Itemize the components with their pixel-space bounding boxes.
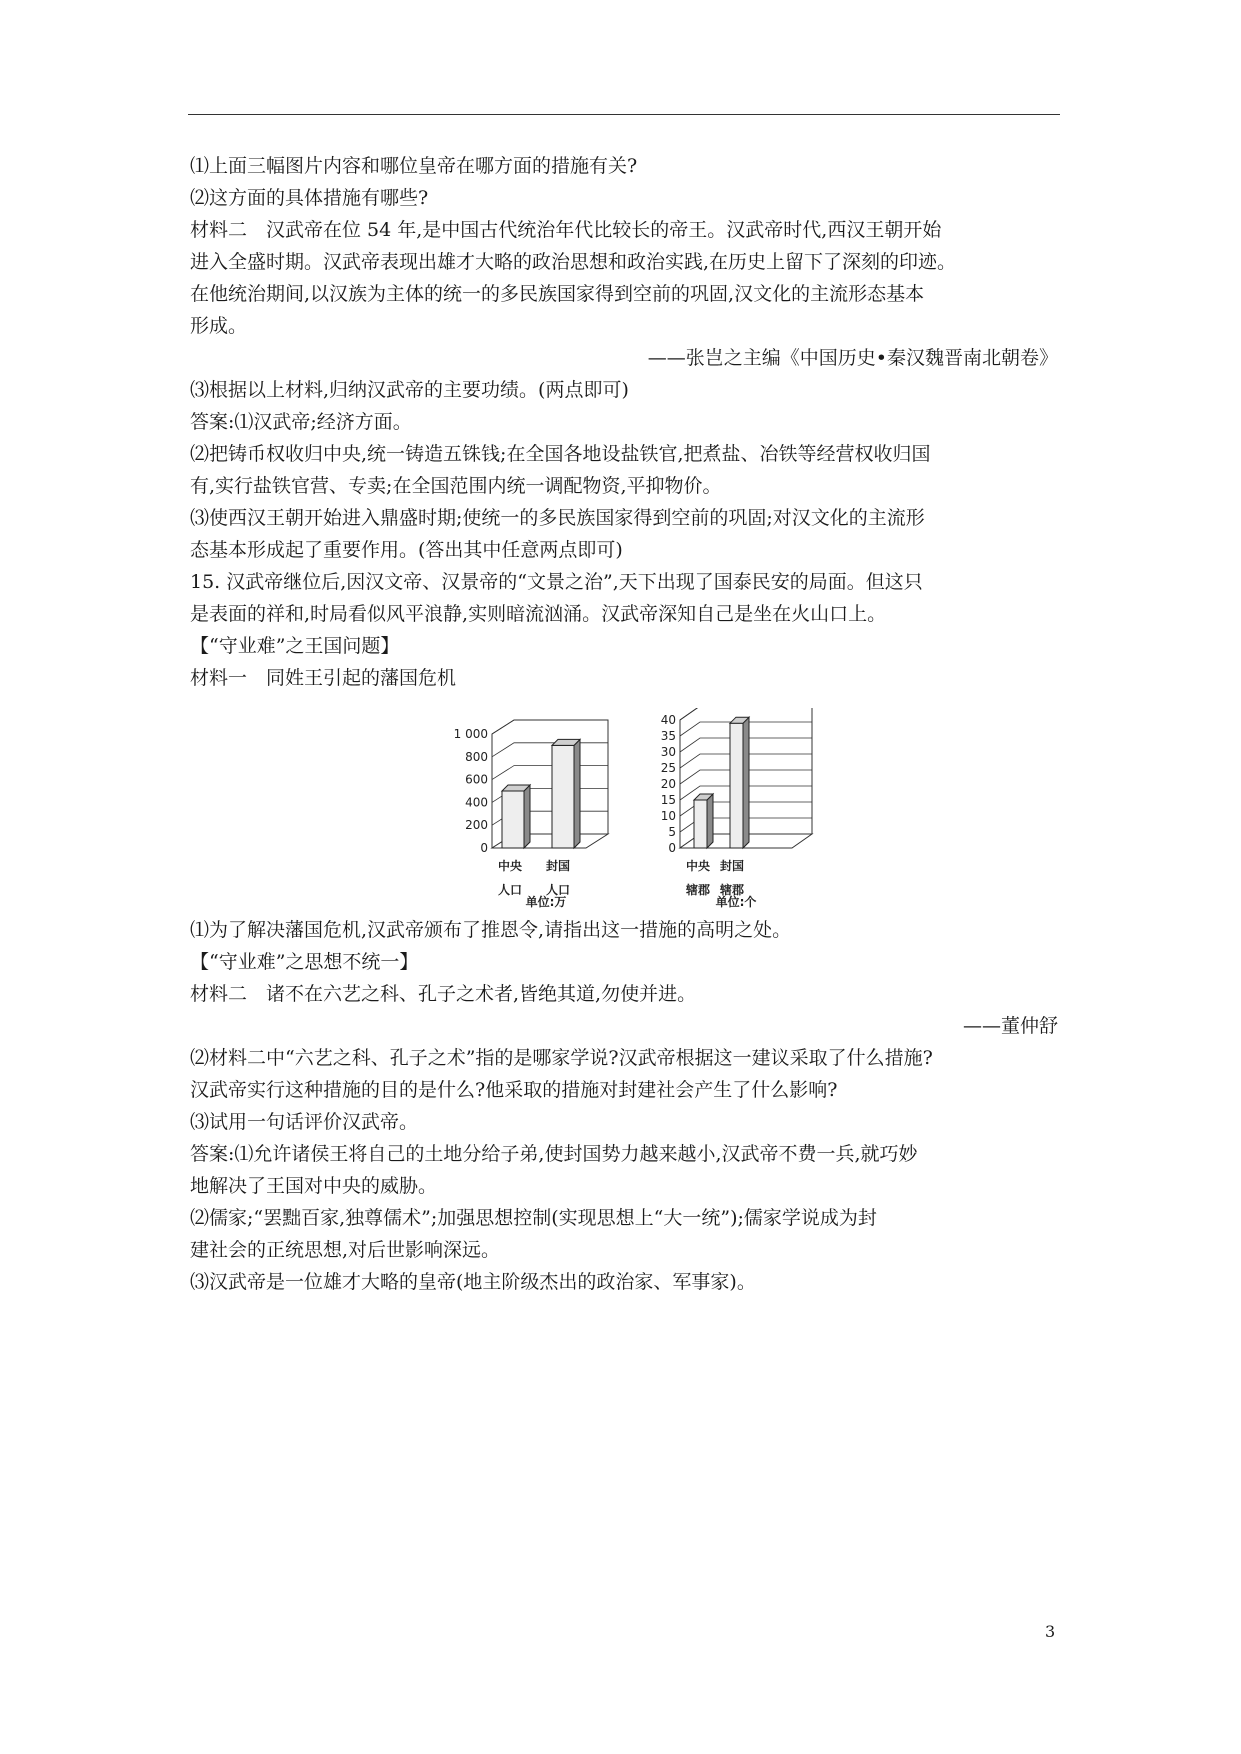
- question-15-2: ⑵材料二中“六艺之科、孔子之术”指的是哪家学说?汉武帝根据这一建议采取了什么措施?: [190, 1047, 933, 1069]
- bar-side: [743, 717, 749, 848]
- question-15-3: ⑶试用一句话评价汉武帝。: [190, 1111, 419, 1133]
- y-tick-label: 30: [660, 745, 676, 759]
- answer-line: 答案:⑴允许诸侯王将自己的土地分给子弟,使封国势力越来越小,汉武帝不费一兵,就巧妙: [190, 1143, 918, 1165]
- population-chart: [440, 708, 620, 908]
- source-citation: ——张岂之主编《中国历史•秦汉魏晋南北朝卷》: [647, 347, 1058, 369]
- y-tick-label: 15: [660, 793, 676, 807]
- answer-line: 地解决了王国对中央的威胁。: [190, 1175, 438, 1197]
- source-citation: ——董仲舒: [962, 1015, 1058, 1037]
- commandery-chart: [650, 708, 840, 908]
- y-tick-label: 0: [480, 841, 488, 855]
- y-tick-label: 1 000: [453, 727, 488, 741]
- question-15-1: ⑴为了解决藩国危机,汉武帝颁布了推恩令,请指出这一措施的高明之处。: [190, 919, 792, 941]
- answer-line: ⑶汉武帝是一位雄才大略的皇帝(地主阶级杰出的政治家、军事家)。: [190, 1271, 756, 1293]
- y-tick-label: 35: [660, 729, 676, 743]
- page-body: [190, 150, 1058, 1298]
- y-tick-label: 5: [668, 825, 676, 839]
- x-tick-label: 辖郡: [719, 883, 745, 897]
- material-line: 在他统治期间,以汉族为主体的统一的多民族国家得到空前的巩固,汉文化的主流形态基本: [190, 283, 925, 305]
- unit-label: 单位:个: [715, 895, 757, 908]
- x-tick-label: 中央: [685, 859, 711, 873]
- material-title: 材料一 同姓王引起的藩国危机: [190, 667, 457, 689]
- answer-line: 建社会的正统思想,对后世影响深远。: [190, 1239, 501, 1261]
- question-3: ⑶根据以上材料,归纳汉武帝的主要功绩。(两点即可): [190, 379, 629, 401]
- page-number: 3: [1045, 1622, 1056, 1641]
- answer-line: ⑶使西汉王朝开始进入鼎盛时期;使统一的多民族国家得到空前的巩固;对汉文化的主流形: [190, 507, 925, 529]
- question-15-2: 汉武帝实行这种措施的目的是什么?他采取的措施对封建社会产生了什么影响?: [190, 1079, 838, 1101]
- answer-line: 有,实行盐铁官营、专卖;在全国范围内统一调配物资,平抑物价。: [190, 475, 722, 497]
- y-tick-label: 800: [465, 749, 488, 764]
- material-line: 材料二 汉武帝在位 54 年,是中国古代统治年代比较长的帝王。汉武帝时代,西汉王朝开始: [190, 219, 942, 241]
- answer-line: ⑵把铸币权收归中央,统一铸造五铢钱;在全国各地设盐铁官,把煮盐、冶铁等经营权收归国: [190, 443, 931, 465]
- y-tick-label: 0: [668, 841, 676, 855]
- unit-label: 单位:万: [525, 895, 567, 908]
- header-rule: [188, 114, 1060, 115]
- material-line: 进入全盛时期。汉武帝表现出雄才大略的政治思想和政治实践,在历史上留下了深刻的印迹。: [190, 251, 957, 273]
- x-tick-label: 人口: [497, 883, 523, 897]
- answer-line: ⑵儒家;“罢黜百家,独尊儒术”;加强思想控制(实现思想上“大一统”);儒家学说成为封: [190, 1207, 877, 1229]
- question-15-intro: 15. 汉武帝继位后,因汉文帝、汉景帝的“文景之治”,天下出现了国泰民安的局面。但这只: [190, 571, 923, 593]
- bar-side: [574, 739, 580, 848]
- x-tick-label: 封国: [719, 859, 745, 873]
- material-line: 形成。: [190, 315, 248, 337]
- gridline: [492, 720, 608, 734]
- y-tick-label: 40: [660, 713, 676, 727]
- x-tick-label: 辖郡: [685, 883, 711, 897]
- bar: [552, 745, 574, 848]
- y-tick-label: 20: [660, 777, 676, 791]
- material-title: 材料二 诸不在六艺之科、孔子之术者,皆绝其道,勿使并进。: [190, 983, 697, 1005]
- y-tick-label: 200: [465, 818, 488, 833]
- bar: [694, 800, 707, 848]
- question-2: ⑵这方面的具体措施有哪些?: [190, 187, 429, 209]
- y-tick-label: 600: [465, 772, 488, 787]
- question-1: ⑴上面三幅图片内容和哪位皇帝在哪方面的措施有关?: [190, 155, 638, 177]
- bar: [730, 723, 743, 848]
- section-heading: 【“守业难”之王国问题】: [190, 635, 400, 657]
- question-15-intro: 是表面的祥和,时局看似风平浪静,实则暗流汹涌。汉武帝深知自己是坐在火山口上。: [190, 603, 887, 625]
- y-tick-label: 400: [465, 795, 488, 810]
- answer-line: 答案:⑴汉武帝;经济方面。: [190, 411, 412, 433]
- y-tick-label: 25: [660, 761, 676, 775]
- gridline: [492, 766, 608, 780]
- x-tick-label: 人口: [545, 883, 571, 897]
- answer-line: 态基本形成起了重要作用。(答出其中任意两点即可): [190, 539, 623, 561]
- bar-side: [707, 794, 713, 848]
- y-tick-label: 10: [660, 809, 676, 823]
- gridline: [492, 743, 608, 757]
- bar: [502, 791, 524, 848]
- x-tick-label: 封国: [545, 859, 571, 873]
- figure-charts: [190, 708, 1058, 908]
- x-tick-label: 中央: [497, 859, 523, 873]
- bar-side: [524, 785, 530, 848]
- section-heading: 【“守业难”之思想不统一】: [190, 951, 419, 973]
